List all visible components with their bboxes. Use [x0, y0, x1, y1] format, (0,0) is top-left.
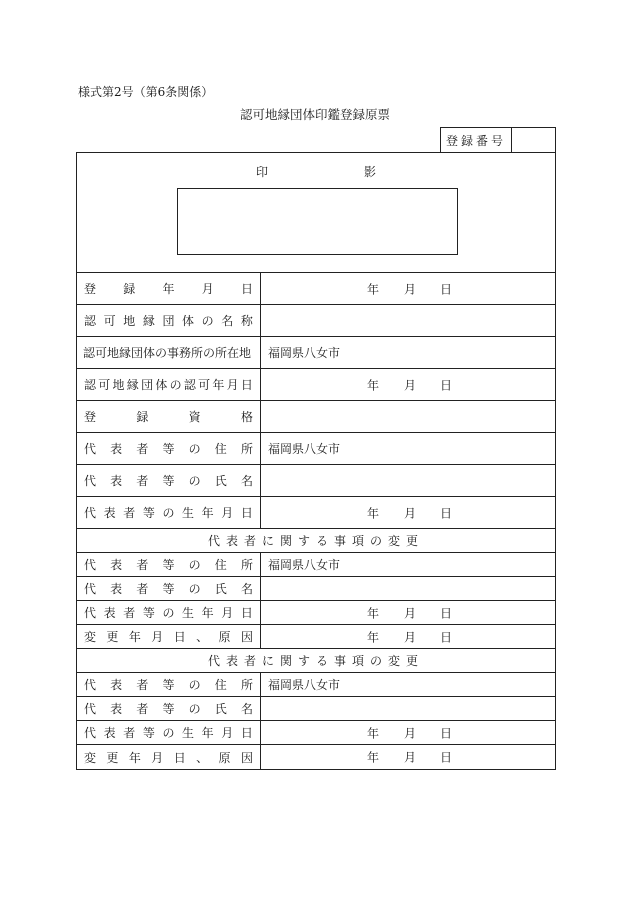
field-label: 代 表 者 等 の 住 所: [77, 673, 261, 696]
year-unit-label: 年: [367, 606, 380, 620]
seal-impression-box[interactable]: [177, 188, 458, 255]
year-unit-label: 年: [367, 630, 380, 644]
month-unit-label: 月: [404, 750, 417, 765]
month-unit-label: 月: [404, 726, 417, 740]
registration-number-field[interactable]: [511, 127, 556, 153]
field-label: 代 表 者 等 の 氏 名: [77, 577, 261, 600]
field-label: 代 表 者 等 の 生 年 月 日: [77, 601, 261, 624]
day-unit-label: 日: [440, 282, 453, 296]
day-unit-label: 日: [440, 606, 453, 620]
date-field[interactable]: [261, 369, 555, 400]
field-label: 認可地縁団体の事務所の所在地: [77, 337, 261, 368]
date-field[interactable]: [261, 273, 555, 304]
day-unit-label: 日: [440, 630, 453, 644]
year-unit-label: 年: [367, 378, 380, 392]
field-label: 代 表 者 等 の 氏 名: [77, 697, 261, 720]
text-field[interactable]: 福岡県八女市: [268, 442, 341, 456]
field-label: 代 表 者 等 の 氏 名: [77, 465, 261, 496]
month-unit-label: 月: [404, 606, 417, 620]
text-field[interactable]: [261, 577, 555, 600]
date-field[interactable]: [261, 721, 555, 744]
date-field[interactable]: [261, 497, 555, 528]
change-section-header: 代表者に関する事項の変更: [77, 529, 555, 553]
form-number: 様式第2号（第6条関係）: [78, 85, 214, 99]
field-label: 代 表 者 等 の 住 所: [77, 433, 261, 464]
document-title: 認可地縁団体印鑑登録原票: [239, 107, 390, 122]
field-label: 認 可 地 縁 団 体 の 認 可 年 月 日: [77, 369, 261, 400]
date-field[interactable]: [261, 745, 555, 769]
text-field[interactable]: 福岡県八女市: [268, 678, 341, 692]
text-field[interactable]: [261, 697, 555, 720]
form-row: [77, 369, 555, 401]
field-label: 代 表 者 等 の 生 年 月 日: [77, 721, 261, 744]
field-label: 認 可 地 縁 団 体 の 名 称: [77, 305, 261, 336]
year-unit-label: 年: [367, 750, 380, 765]
seal-impression-section: [77, 153, 555, 273]
field-label: 変 更 年 月 日 、 原 因: [77, 625, 261, 648]
form-row: [77, 273, 555, 305]
field-label: 変 更 年 月 日 、 原 因: [77, 745, 261, 769]
field-label: 代 表 者 等 の 生 年 月 日: [77, 497, 261, 528]
form-row: [77, 553, 555, 577]
seal-impression-char-2: 影: [364, 165, 377, 179]
form-row: [77, 433, 555, 465]
form-row: [77, 465, 555, 497]
form-row: [77, 745, 555, 769]
form-row: [77, 625, 555, 649]
form-row: [77, 577, 555, 601]
month-unit-label: 月: [404, 378, 417, 392]
form-row: [77, 337, 555, 369]
text-field[interactable]: [261, 305, 555, 336]
month-unit-label: 月: [404, 630, 417, 644]
text-field[interactable]: 福岡県八女市: [268, 346, 341, 360]
year-unit-label: 年: [367, 282, 380, 296]
form-row: [77, 697, 555, 721]
date-field[interactable]: [261, 625, 555, 648]
day-unit-label: 日: [440, 378, 453, 392]
year-unit-label: 年: [367, 506, 380, 520]
month-unit-label: 月: [404, 282, 417, 296]
change-section-header: 代表者に関する事項の変更: [77, 649, 555, 673]
form-row: [77, 673, 555, 697]
day-unit-label: 日: [440, 750, 453, 765]
day-unit-label: 日: [440, 506, 453, 520]
day-unit-label: 日: [440, 726, 453, 740]
text-field[interactable]: [261, 401, 555, 432]
registration-number-label: 登録番号: [440, 127, 512, 153]
text-field[interactable]: 福岡県八女市: [268, 558, 341, 572]
form-row: [77, 721, 555, 745]
year-unit-label: 年: [367, 726, 380, 740]
form-row: [77, 497, 555, 529]
field-label: 代 表 者 等 の 住 所: [77, 553, 261, 576]
form-row: [77, 601, 555, 625]
seal-impression-char-1: 印: [255, 165, 268, 179]
form-row: [77, 305, 555, 337]
seal-impression-heading: [77, 163, 555, 180]
field-label: 登 録 資 格: [77, 401, 261, 432]
seal-registration-form: [76, 152, 556, 770]
month-unit-label: 月: [404, 506, 417, 520]
form-row: [77, 401, 555, 433]
text-field[interactable]: [261, 465, 555, 496]
field-label: 登 録 年 月 日: [77, 273, 261, 304]
date-field[interactable]: [261, 601, 555, 624]
